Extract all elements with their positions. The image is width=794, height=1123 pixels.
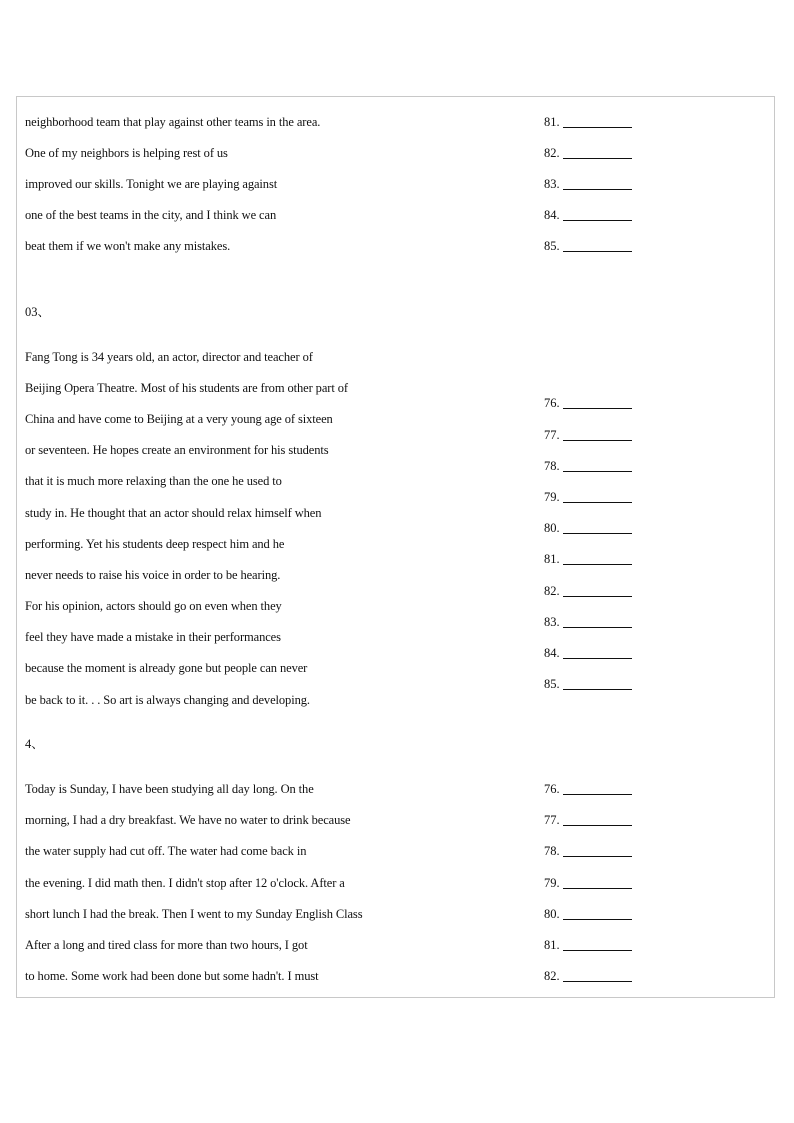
passage-1-line: neighborhood team that play against other teams in the area. [25, 115, 321, 129]
answer-line [563, 126, 632, 128]
answer-line [563, 250, 632, 252]
answer-blank[interactable] [544, 937, 632, 953]
answer-number: 79. [544, 876, 560, 890]
passage-3-line: the water supply had cut off. The water had come back in [25, 844, 307, 858]
answer-line [563, 688, 632, 690]
answer-blank[interactable] [544, 614, 632, 630]
answer-number: 80. [544, 907, 560, 921]
answer-line [563, 824, 632, 826]
answer-blank[interactable] [544, 906, 632, 922]
answer-number: 83. [544, 177, 560, 191]
passage-2-line: or seventeen. He hopes create an environment for his students [25, 443, 329, 457]
answer-line [563, 595, 632, 597]
answer-blank[interactable] [544, 812, 632, 828]
answer-line [563, 439, 632, 441]
answer-number: 78. [544, 844, 560, 858]
answer-number: 85. [544, 239, 560, 253]
passage-2-line: Beijing Opera Theatre. Most of his students are from other part of [25, 381, 348, 395]
passage-2-line: never needs to raise his voice in order to be hearing. [25, 568, 281, 582]
passage-3-line: morning, I had a dry breakfast. We have no water to drink because [25, 813, 351, 827]
passage-3-line: Today is Sunday, I have been studying all day long. On the [25, 782, 314, 796]
passage-2-line: For his opinion, actors should go on even when they [25, 599, 282, 613]
passage-2-line: China and have come to Beijing at a very young age of sixteen [25, 412, 333, 426]
answer-blank[interactable] [544, 207, 632, 223]
passage-3-line: to home. Some work had been done but some hadn't. I must [25, 969, 319, 983]
answer-blank[interactable] [544, 583, 632, 599]
answer-number: 81. [544, 115, 560, 129]
answer-number: 81. [544, 552, 560, 566]
answer-blank[interactable] [544, 676, 632, 692]
answer-blank[interactable] [544, 645, 632, 661]
passage-2-line: Fang Tong is 34 years old, an actor, director and teacher of [25, 350, 313, 364]
answer-blank[interactable] [544, 781, 632, 797]
passage-2-line: performing. Yet his students deep respect him and he [25, 537, 285, 551]
answer-number: 85. [544, 677, 560, 691]
answer-blank[interactable] [544, 968, 632, 984]
answer-number: 77. [544, 813, 560, 827]
answer-number: 82. [544, 584, 560, 598]
answer-number: 76. [544, 782, 560, 796]
answer-line [563, 532, 632, 534]
passage-2-line: be back to it. . . So art is always changing and developing. [25, 693, 310, 707]
answer-blank[interactable] [544, 843, 632, 859]
answer-blank[interactable] [544, 551, 632, 567]
answer-line [563, 918, 632, 920]
answer-blank[interactable] [544, 520, 632, 536]
passage-3-line: the evening. I did math then. I didn't stop after 12 o'clock. After a [25, 876, 345, 890]
answer-line [563, 188, 632, 190]
passage-3-line: After a long and tired class for more than two hours, I got [25, 938, 308, 952]
answer-number: 84. [544, 208, 560, 222]
answer-number: 78. [544, 459, 560, 473]
answer-number: 82. [544, 969, 560, 983]
answer-line [563, 626, 632, 628]
answer-number: 84. [544, 646, 560, 660]
section-heading: 03、 [25, 305, 51, 319]
answer-line [563, 980, 632, 982]
passage-1-line: improved our skills. Tonight we are playing against [25, 177, 278, 191]
passage-1-line: One of my neighbors is helping rest of us [25, 146, 228, 160]
answer-blank[interactable] [544, 114, 632, 130]
answer-line [563, 501, 632, 503]
passage-3-line: short lunch I had the break. Then I went to my Sunday English Class [25, 907, 363, 921]
answer-line [563, 407, 632, 409]
passage-1-line: beat them if we won't make any mistakes. [25, 239, 231, 253]
passage-2-line: that it is much more relaxing than the one he used to [25, 474, 282, 488]
answer-blank[interactable] [544, 145, 632, 161]
answer-blank[interactable] [544, 176, 632, 192]
answer-line [563, 793, 632, 795]
answer-line [563, 157, 632, 159]
answer-line [563, 219, 632, 221]
passage-2-line: study in. He thought that an actor should relax himself when [25, 506, 322, 520]
passage-1-line: one of the best teams in the city, and I think we can [25, 208, 277, 222]
answer-number: 79. [544, 490, 560, 504]
answer-blank[interactable] [544, 489, 632, 505]
answer-blank[interactable] [544, 875, 632, 891]
passage-2-line: because the moment is already gone but people can never [25, 661, 308, 675]
answer-line [563, 855, 632, 857]
answer-number: 81. [544, 938, 560, 952]
answer-number: 80. [544, 521, 560, 535]
answer-line [563, 657, 632, 659]
section-heading: 4、 [25, 737, 44, 751]
answer-line [563, 470, 632, 472]
passage-2-line: feel they have made a mistake in their performances [25, 630, 281, 644]
answer-line [563, 949, 632, 951]
answer-number: 82. [544, 146, 560, 160]
answer-line [563, 887, 632, 889]
answer-blank[interactable] [544, 238, 632, 254]
answer-number: 76. [544, 396, 560, 410]
answer-blank[interactable] [544, 395, 632, 411]
answer-blank[interactable] [544, 427, 632, 443]
answer-number: 83. [544, 615, 560, 629]
answer-number: 77. [544, 428, 560, 442]
answer-blank[interactable] [544, 458, 632, 474]
answer-line [563, 563, 632, 565]
